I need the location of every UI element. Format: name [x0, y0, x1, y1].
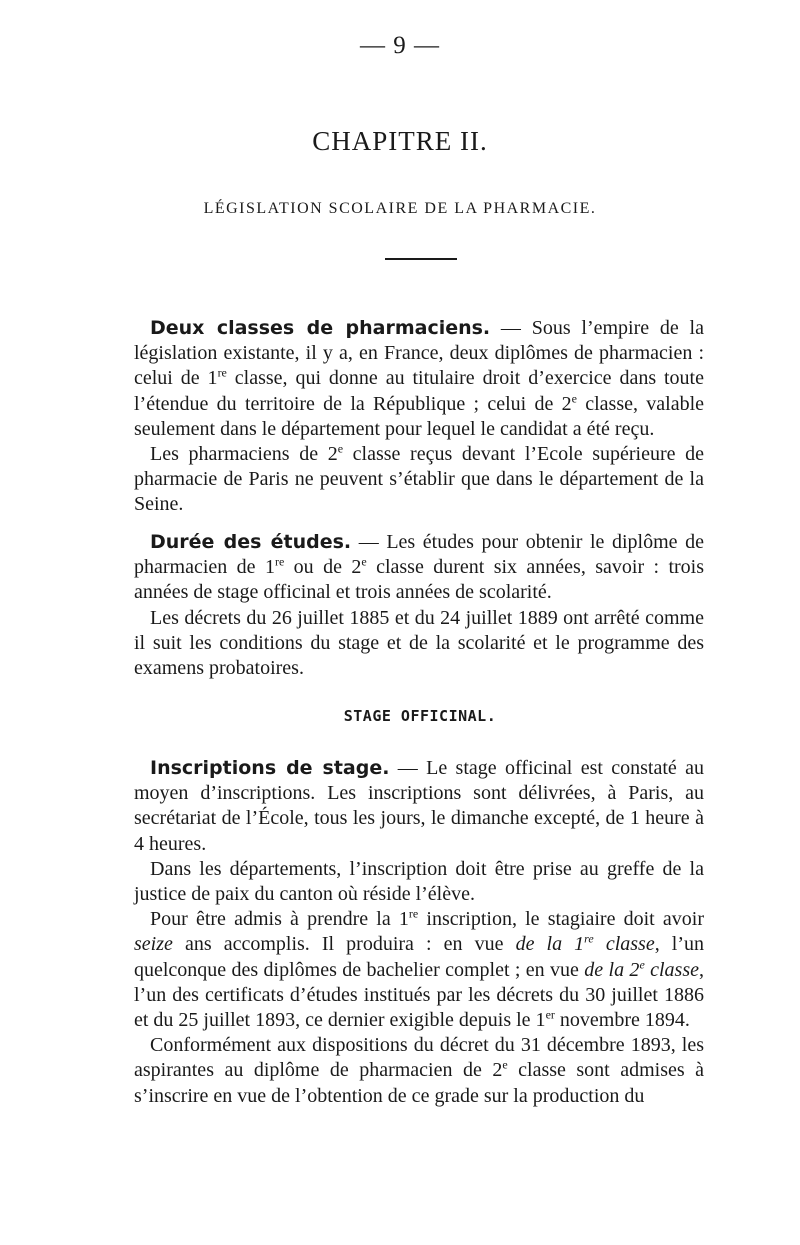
paragraph: Inscriptions de stage. — Le stage officinal est constaté au moyen d’inscriptions. Les inscriptions sont délivrées, à Paris, au secrétariat de l’École, tous les jours, le dimanche excepté, de 1 heure à 4 heures.	[134, 757, 704, 855]
paragraph-heading: Deux classes de pharmaciens.	[150, 317, 491, 339]
chapter-title: CHAPITRE II.	[312, 126, 488, 156]
section-duree-etudes	[134, 530, 704, 681]
paragraph: Les pharmaciens de 2e classe reçus devant l’Ecole supérieure de pharmacie de Paris ne peuvent s’établir que dans le département de la Seine.	[134, 441, 704, 516]
section-heading: STAGE OFFICINAL.	[343, 707, 497, 725]
paragraph: Dans les départements, l’inscription doit être prise au greffe de la justice de paix du canton où réside l’élève.	[134, 857, 704, 906]
paragraph-heading: Durée des études.	[150, 531, 352, 553]
paragraph: Les décrets du 26 juillet 1885 et du 24 juillet 1889 ont arrêté comme il suit les conditions du stage et de la scolarité et le programme des examens probatoires.	[134, 606, 704, 680]
title-divider	[385, 258, 457, 260]
paragraph: Pour être admis à prendre la 1re inscription, le stagiaire doit avoir seize ans accomplis. Il produira : en vue de la 1re classe, l’un quelconque des diplômes de bachelier complet ; en vue de la 2e classe, l’un des certificats d’études institués par les décrets du 30 juillet 1886 et du 25 juillet 1893, ce dernier exigible depuis le 1er novembre 1894.	[134, 906, 705, 1032]
chapter-subtitle: LÉGISLATION SCOLAIRE DE LA PHARMACIE.	[203, 200, 597, 217]
section-deux-classes	[134, 316, 704, 518]
section-inscriptions-stage	[134, 756, 704, 1109]
paragraph: Deux classes de pharmaciens. — Sous l’empire de la législation existante, il y a, en France, deux diplômes de pharmacien : celui de 1re classe, qui donne au titulaire droit d’exercice dans toute l’étendue du territoire de la République ; celui de 2e classe, valable seulement dans le département pour lequel le candidat a été reçu.	[134, 317, 705, 440]
paragraph-heading: Inscriptions de stage.	[150, 757, 390, 779]
paragraph: Conformément aux dispositions du décret du 31 décembre 1893, les aspirantes au diplôme de pharmacien de 2e classe sont admises à s’inscrire en vue de l’obtention de ce grade sur la production du	[134, 1034, 704, 1107]
page-number: — 9 —	[360, 32, 440, 59]
paragraph: Durée des études. — Les études pour obtenir le diplôme de pharmacien de 1re ou de 2e classe durent six années, savoir : trois années de stage officinal et trois années de scolarité.	[134, 531, 704, 604]
